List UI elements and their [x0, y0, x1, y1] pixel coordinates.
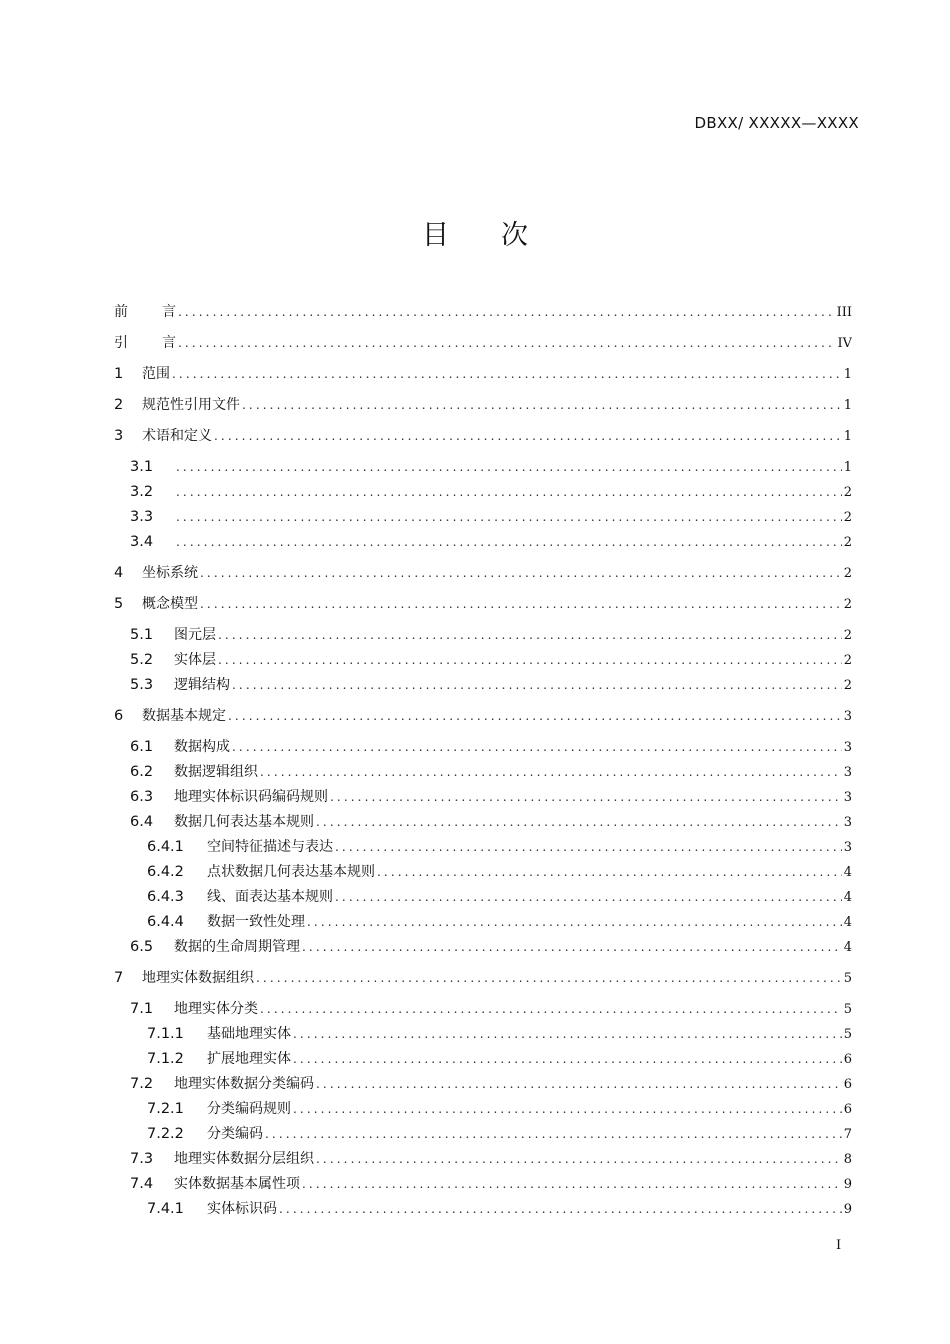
toc-page-number: 3	[843, 790, 852, 805]
toc-section-number: 7	[114, 970, 124, 986]
toc-leader-dots	[316, 1072, 842, 1097]
toc-entry[interactable]	[114, 835, 852, 860]
toc-leader-dots	[178, 331, 835, 356]
toc-entry[interactable]	[114, 910, 852, 935]
toc-leader-dots	[316, 1147, 842, 1172]
toc-section-number: 7.1.2	[147, 1051, 184, 1067]
toc-leader-dots	[330, 785, 842, 810]
toc-section-number: 6.1	[130, 739, 154, 755]
toc-page-number: 3	[843, 815, 852, 830]
toc-section-title: 数据几何表达基本规则	[174, 814, 314, 830]
toc-section-title: 术语和定义	[142, 428, 212, 444]
toc-page-number: 6	[843, 1102, 852, 1117]
table-of-contents	[114, 300, 852, 1222]
toc-page-number: 1	[843, 429, 852, 444]
toc-page-number: III	[836, 305, 852, 320]
toc-section-title: 数据一致性处理	[207, 914, 305, 930]
toc-section-title: 地理实体数据组织	[142, 970, 254, 986]
toc-leader-dots	[218, 648, 842, 673]
toc-page-number: 4	[843, 890, 852, 905]
toc-entry[interactable]	[114, 997, 852, 1022]
toc-page-number: 4	[843, 940, 852, 955]
toc-label-a: 前	[114, 304, 128, 320]
toc-section-title: 数据逻辑组织	[174, 764, 258, 780]
toc-entry[interactable]	[114, 480, 852, 505]
toc-page-number: 3	[843, 709, 852, 724]
toc-leader-dots	[178, 300, 835, 325]
toc-page-number: 8	[843, 1152, 852, 1167]
toc-section-title: 概念模型	[142, 596, 198, 612]
toc-section-number: 6	[114, 708, 124, 724]
toc-page-number: 2	[843, 485, 852, 500]
toc-leader-dots	[228, 704, 842, 729]
toc-section-number: 6.4	[130, 814, 154, 830]
toc-section-title: 基础地理实体	[207, 1026, 291, 1042]
toc-section-number: 7.2	[130, 1076, 154, 1092]
toc-entry[interactable]	[114, 1072, 852, 1097]
toc-section-number: 6.4.1	[147, 839, 184, 855]
toc-page-number: IV	[837, 336, 852, 351]
toc-section-number: 1	[114, 366, 124, 382]
toc-section-number: 7.3	[130, 1151, 154, 1167]
toc-section-title: 实体标识码	[207, 1201, 277, 1217]
toc-leader-dots	[377, 860, 842, 885]
toc-leader-dots	[176, 455, 842, 480]
toc-section-number: 7.4	[130, 1176, 154, 1192]
toc-section-number: 3.1	[130, 459, 154, 475]
toc-entry[interactable]	[114, 935, 852, 960]
toc-leader-dots	[200, 592, 842, 617]
toc-entry-foreword[interactable]	[114, 300, 852, 325]
toc-section-title: 地理实体分类	[174, 1001, 258, 1017]
toc-entry[interactable]	[114, 623, 852, 648]
toc-entry[interactable]	[114, 1197, 852, 1222]
toc-leader-dots	[172, 362, 842, 387]
toc-section-number: 2	[114, 397, 124, 413]
toc-section-number: 4	[114, 565, 124, 581]
toc-section-number: 6.4.3	[147, 889, 184, 905]
toc-entry[interactable]	[114, 424, 852, 449]
toc-entry[interactable]	[114, 455, 852, 480]
toc-entry[interactable]	[114, 648, 852, 673]
toc-section-number: 3.4	[130, 534, 154, 550]
toc-page-number: 1	[843, 367, 852, 382]
toc-leader-dots	[265, 1122, 842, 1147]
toc-entry[interactable]	[114, 673, 852, 698]
toc-section-title: 图元层	[174, 627, 216, 643]
toc-section-number: 7.4.1	[147, 1201, 184, 1217]
toc-page-number: 2	[843, 678, 852, 693]
toc-page-number: 1	[843, 398, 852, 413]
toc-page-number: 5	[843, 1002, 852, 1017]
toc-entry[interactable]	[114, 362, 852, 387]
toc-entry[interactable]	[114, 1147, 852, 1172]
toc-section-title: 分类编码规则	[207, 1101, 291, 1117]
toc-leader-dots	[218, 623, 842, 648]
toc-leader-dots	[302, 935, 842, 960]
toc-section-number: 7.2.1	[147, 1101, 184, 1117]
title-char-2: 次	[501, 220, 528, 251]
toc-page-number: 3	[843, 840, 852, 855]
toc-section-title: 地理实体数据分层组织	[174, 1151, 314, 1167]
toc-section-number: 5.3	[130, 677, 154, 693]
toc-page-number: 6	[843, 1077, 852, 1092]
toc-section-number: 3.2	[130, 484, 154, 500]
toc-section-number: 5.1	[130, 627, 154, 643]
toc-section-number: 7.1.1	[147, 1026, 184, 1042]
toc-entry[interactable]	[114, 966, 852, 991]
toc-section-number: 7.2.2	[147, 1126, 184, 1142]
toc-page-number: 7	[843, 1127, 852, 1142]
footer-page-number: I	[836, 1238, 842, 1253]
toc-leader-dots	[232, 673, 842, 698]
toc-leader-dots	[176, 530, 842, 555]
toc-section-title: 数据构成	[174, 739, 230, 755]
toc-entry[interactable]	[114, 505, 852, 530]
toc-section-number: 5.2	[130, 652, 154, 668]
toc-page-number: 2	[843, 597, 852, 612]
toc-page-number: 2	[843, 566, 852, 581]
toc-section-number: 6.3	[130, 789, 154, 805]
toc-leader-dots	[293, 1047, 842, 1072]
toc-entry[interactable]	[114, 1122, 852, 1147]
toc-leader-dots	[279, 1197, 842, 1222]
toc-entry[interactable]	[114, 592, 852, 617]
toc-page-number: 2	[843, 628, 852, 643]
toc-leader-dots	[232, 735, 842, 760]
toc-leader-dots	[200, 561, 842, 586]
toc-entry[interactable]	[114, 785, 852, 810]
toc-leader-dots	[302, 1172, 842, 1197]
toc-page-number: 3	[843, 740, 852, 755]
toc-entry[interactable]	[114, 1097, 852, 1122]
toc-section-number: 6.2	[130, 764, 154, 780]
toc-page-number: 9	[843, 1202, 852, 1217]
toc-page-number: 2	[843, 653, 852, 668]
toc-page-number: 5	[843, 971, 852, 986]
toc-page-number: 2	[843, 535, 852, 550]
page-title	[0, 213, 950, 252]
toc-page-number: 2	[843, 510, 852, 525]
toc-section-title: 规范性引用文件	[142, 397, 240, 413]
toc-entry[interactable]	[114, 860, 852, 885]
toc-page-number: 9	[843, 1177, 852, 1192]
toc-entry[interactable]	[114, 735, 852, 760]
toc-entry[interactable]	[114, 1172, 852, 1197]
toc-label-b: 言	[162, 304, 176, 320]
toc-entry[interactable]	[114, 561, 852, 586]
toc-label-a: 引	[114, 335, 128, 351]
toc-section-title: 分类编码	[207, 1126, 263, 1142]
toc-section-number: 6.5	[130, 939, 154, 955]
toc-leader-dots	[293, 1097, 842, 1122]
toc-leader-dots	[176, 480, 842, 505]
toc-section-number: 7.1	[130, 1001, 154, 1017]
toc-entry[interactable]	[114, 704, 852, 729]
toc-leader-dots	[256, 966, 842, 991]
document-code: DBXX/ XXXXX—XXXX	[694, 114, 859, 132]
toc-section-title: 线、面表达基本规则	[207, 889, 333, 905]
toc-section-title: 数据的生命周期管理	[174, 939, 300, 955]
toc-entry[interactable]	[114, 810, 852, 835]
toc-section-number: 3	[114, 428, 124, 444]
toc-leader-dots	[316, 810, 842, 835]
toc-label-b: 言	[162, 335, 176, 351]
toc-section-number: 3.3	[130, 509, 154, 525]
toc-entry[interactable]	[114, 885, 852, 910]
toc-section-title: 实体数据基本属性项	[174, 1176, 300, 1192]
toc-page-number: 4	[843, 915, 852, 930]
toc-leader-dots	[176, 505, 842, 530]
toc-entry-introduction[interactable]	[114, 331, 852, 356]
toc-section-title: 坐标系统	[142, 565, 198, 581]
toc-section-title: 地理实体标识码编码规则	[174, 789, 328, 805]
toc-section-number: 6.4.2	[147, 864, 184, 880]
toc-leader-dots	[260, 760, 842, 785]
toc-entry[interactable]	[114, 393, 852, 418]
toc-entry[interactable]	[114, 530, 852, 555]
toc-page-number: 4	[843, 865, 852, 880]
toc-section-title: 数据基本规定	[142, 708, 226, 724]
title-char-1: 目	[422, 220, 449, 251]
toc-leader-dots	[335, 835, 842, 860]
toc-section-number: 6.4.4	[147, 914, 184, 930]
toc-entry[interactable]	[114, 1022, 852, 1047]
toc-leader-dots	[260, 997, 842, 1022]
toc-page-number: 3	[843, 765, 852, 780]
toc-section-title: 扩展地理实体	[207, 1051, 291, 1067]
toc-entry[interactable]	[114, 1047, 852, 1072]
toc-section-title: 逻辑结构	[174, 677, 230, 693]
toc-page-number: 1	[843, 460, 852, 475]
toc-section-title: 实体层	[174, 652, 216, 668]
toc-page-number: 5	[843, 1027, 852, 1042]
toc-section-title: 点状数据几何表达基本规则	[207, 864, 375, 880]
toc-section-title: 地理实体数据分类编码	[174, 1076, 314, 1092]
toc-section-title: 空间特征描述与表达	[207, 839, 333, 855]
toc-section-number: 5	[114, 596, 124, 612]
toc-leader-dots	[335, 885, 842, 910]
toc-leader-dots	[293, 1022, 842, 1047]
toc-section-title: 范围	[142, 366, 170, 382]
toc-leader-dots	[214, 424, 842, 449]
toc-leader-dots	[307, 910, 842, 935]
toc-entry[interactable]	[114, 760, 852, 785]
toc-page-number: 6	[843, 1052, 852, 1067]
toc-leader-dots	[242, 393, 842, 418]
